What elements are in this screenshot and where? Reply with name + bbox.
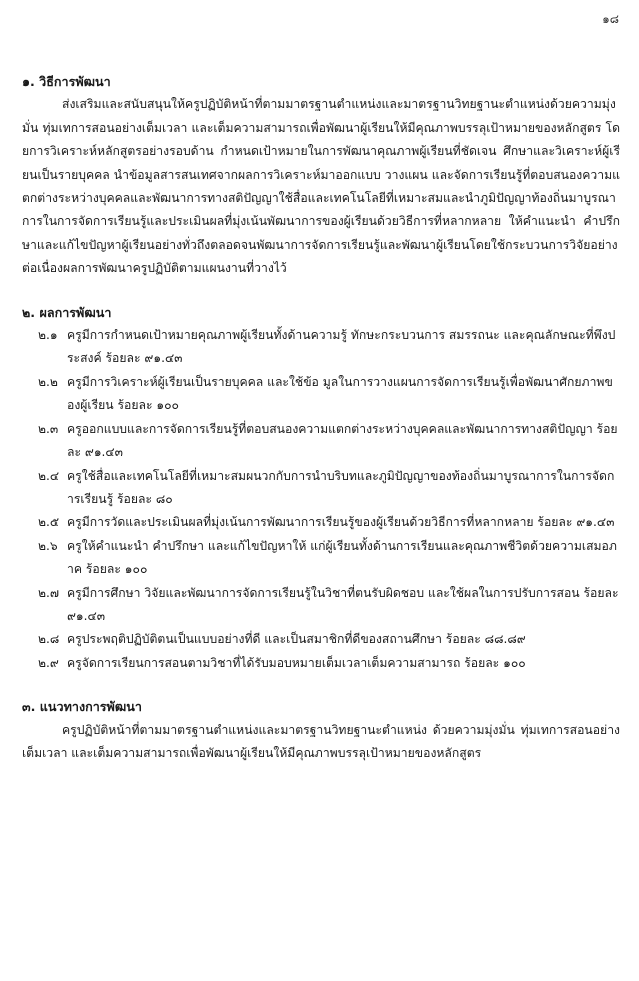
section-heading: ๑. วิธีการพัฒนา [22,74,111,89]
result-item [38,628,620,651]
result-text: ครูมีการศึกษา วิจัยและพัฒนาการจัดการเรียนรู้ในวิชาที่ตนรับผิดชอบ และใช้ผลในการปรับการสอน ร้อยละ ๙๑.๔๓ [67,585,619,623]
document-content [22,70,620,785]
result-text: ครูมีการกำหนดเป้าหมายคุณภาพผู้เรียนทั้งด้านความรู้ ทักษะกระบวนการ สมรรถนะ และคุณลักษณะที่พึงประสงค์ ร้อยละ ๙๑.๔๓ [67,328,616,366]
result-text: ครูจัดการเรียนการสอนตามวิชาที่ได้รับมอบหมายเต็มเวลาเต็มความสามารถ ร้อยละ ๑๐๐ [67,655,526,670]
section-development-methods [22,70,620,281]
results-list [22,324,620,675]
result-item [38,535,620,582]
result-number: ๒.๒ [38,374,58,389]
result-number: ๒.๕ [38,515,60,530]
result-item [38,418,620,465]
result-number: ๒.๖ [38,538,58,553]
section-heading: ๓. แนวทางการพัฒนา [22,699,142,715]
result-text: ครูใช้สื่อและเทคโนโลยีที่เหมาะสมผนวกกับการนำบริบทและภูมิปัญญาของท้องถิ่นมาบูรณาการในการจัดการเรียนรู้ ร้อยละ ๘๐ [67,468,615,506]
section-development-results [22,301,620,676]
result-item [38,371,620,418]
page-number: ๑๘ [602,12,619,26]
section-paragraph: ครูปฏิบัติหน้าที่ตามมาตรฐานตำแหน่งและมาตรฐานวิทยฐานะตำแหน่ง ด้วยความมุ่งมั่น ทุ่มเทการสอนอย่างเต็มเวลา และเต็มความสามารถเพื่อพัฒนาผู้เรียนให้มีคุณภาพบรรลุเป้าหมายของหลักสูตร [22,722,620,760]
result-text: ครูมีการวัดและประเมินผลที่มุ่งเน้นการพัฒนาการเรียนรู้ของผู้เรียนด้วยวิธีการที่หลากหลาย ร้อยละ ๙๑.๔๓ [67,515,615,530]
result-text: ครูให้คำแนะนำ คำปรึกษา และแก้ไขปัญหาให้ แก่ผู้เรียนทั้งด้านการเรียนและคุณภาพชีวิตด้วยความเสมอภาค ร้อยละ ๑๐๐ [67,538,617,577]
result-item [38,511,620,534]
result-number: ๒.๓ [38,421,59,436]
result-item [38,324,620,371]
result-number: ๒.๗ [38,585,60,600]
result-text: ครูมีการวิเคราะห์ผู้เรียนเป็นรายบุคคล และใช้ข้อ มูลในการวางแผนการจัดการเรียนรู้เพื่อพัฒนาศักยภาพของผู้เรียน ร้อยละ ๑๐๐ [67,374,613,413]
section-development-guidelines [22,695,620,765]
result-text: ครูประพฤติปฏิบัติตนเป็นแบบอย่างที่ดี และเป็นสมาชิกที่ดีของสถานศึกษา ร้อยละ ๘๘.๘๙ [67,632,526,647]
section-heading: ๒. ผลการพัฒนา [22,304,112,320]
result-item [38,465,620,512]
result-text: ครูออกแบบและการจัดการเรียนรู้ที่ตอบสนองความแตกต่างระหว่างบุคคลและพัฒนาการทางสติปัญญา ร้อยละ ๙๑.๔๓ [67,421,618,460]
result-number: ๒.๑ [38,328,58,343]
result-number: ๒.๘ [38,632,60,647]
result-item [38,582,620,629]
result-number: ๒.๙ [38,655,59,670]
result-number: ๒.๔ [38,468,60,483]
result-item [38,652,620,675]
section-paragraph: ส่งเสริมและสนับสนุนให้ครูปฏิบัติหน้าที่ตามมาตรฐานตำแหน่งและมาตรฐานวิทยฐานะตำแหน่งด้วยความมุ่งมั่น ทุ่มเทการสอนอย่างเต็มเวลา และเต็มความสามารถเพื่อพัฒนาผู้เรียนให้มีคุณภาพบรรลุเป้าหมายของหลักสูตร โดยการวิเคราะห์หลักสูตรอย่างรอบด้าน กำหนดเป้าหมายในการพัฒนาคุณภาพผู้เรียนที่ชัดเจน ศึกษาและวิเคราะห์ผู้เรียนเป็นรายบุคคล นำข้อมูลสารสนเทศจากผลการวิเคราะห์มาออกแบบ วางแผน และจัดการเรียนรู้ที่ตอบสนองความแตกต่างระหว่างบุคคลและพัฒนาการทางสติปัญญาใช้สื่อและเทคโนโลยีที่เหมาะสมและนำภูมิปัญญาท้องถิ่นมาบูรณาการในการจัดการเรียนรู้และประเมินผลที่มุ่งเน้นพัฒนาการของผู้เรียนด้วยวิธีการที่หลากหลาย ให้คำแนะนำ คำปรึกษาและแก้ไขปัญหาผู้เรียนอย่างทั่วถึงตลอดจนพัฒนาการจัดการเรียนรู้และพัฒนาผู้เรียนโดยใช้กระบวนการวิจัยอย่างต่อเนื่องผลการพัฒนาครูปฏิบัติตามแผนงานที่วางไว้ [22,97,620,276]
